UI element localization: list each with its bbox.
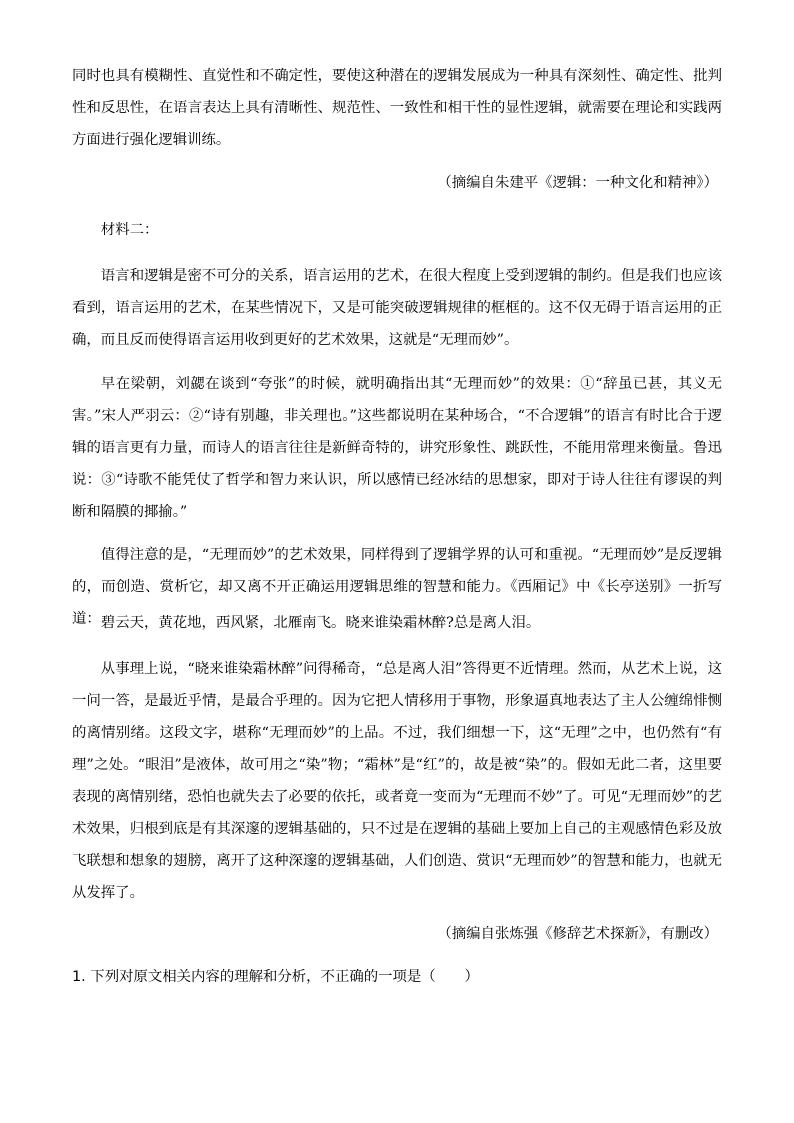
material1-source: （摘编自朱建平《逻辑：一种文化和精神》） (437, 175, 718, 191)
material2-paragraph-4: 从事理上说，“晓来谁染霜林醉”问得稀奇，“总是离人泪”答得更不近情理。然而，从艺术上说，这一问一答，是最近乎情，是最合乎理的。因为它把人情移用于事物，形象逼真地表达了主人公缠绵悱恻的离情别绪。这段文字，堪称“无理而妙”的上品。不过，我们细想一下，这“无理”之中，也仍然有“有理”之处。“眼泪”是液体，故可用之“染”物；“霜林”是“红”的，故是被“染”的。假如无此二者，这里要表现的离情别绪，恐怕也就失去了必要的依托，或者竟一变而为“无理而不妙”了。可见“无理而妙”的艺术效果，归根到底是有其深邃的逻辑基础的，只不过是在逻辑的基础上要加上自己的主观感情色彩及放飞联想和想象的翅膀，离开了这种深邃的逻辑基础，人们创造、赏识“无理而妙”的智慧和能力，也就无从发挥了。 (72, 661, 722, 901)
material2-paragraph-2: 早在梁朝，刘勰在谈到“夸张”的时候，就明确指出其“无理而妙”的效果：①“辞虽已甚，其义无害。”宋人严羽云：②“诗有别趣，非关理也。”这些都说明在某种场合，“不合逻辑”的语言有时比合于逻辑的语言更有力量，而诗人的语言往往是新鲜奇特的，讲究形象性、跳跃性，不能用常理来衡量。鲁迅说：③“诗歌不能凭仗了哲学和智力来认识，所以感情已经冰结的思想家，即对于诗人往往有谬误的判断和隔膜的揶揄。” (72, 376, 722, 520)
question-1: 1. 下列对原文相关内容的理解和分析，不正确的一项是（ ） (72, 969, 479, 985)
material2-source: （摘编自张炼强《修辞艺术探新》，有删改） (437, 926, 718, 942)
material2-paragraph-3: 值得注意的是，“无理而妙”的艺术效果，同样得到了逻辑学界的认可和重视。“无理而妙”是反逻辑的，而创造、赏析它，却又离不开正确运用逻辑思维的智慧和能力。《西厢记》中《长亭送别》一折写道： (72, 547, 722, 627)
material2-paragraph-1: 语言和逻辑是密不可分的关系，语言运用的艺术，在很大程度上受到逻辑的制约。但是我们也应该看到，语言运用的艺术，在某些情况下，又是可能突破逻辑规律的框框的。这不仅无碍于语言运用的正确，而且反而使得语言运用收到更好的艺术效果，这就是“无理而妙”。 (72, 268, 722, 348)
material2-heading: 材料二： (100, 222, 159, 238)
poem-quote: 碧云天，黄花地，西风紧，北雁南飞。晓来谁染霜林醉?总是离人泪。 (100, 615, 541, 631)
material1-tail-paragraph: 同时也具有模糊性、直觉性和不确定性，要使这种潜在的逻辑发展成为一种具有深刻性、确定性、批判性和反思性，在语言表达上具有清晰性、规范性、一致性和相干性的显性逻辑，就需要在理论和实践两方面进行强化逻辑训练。 (72, 68, 722, 148)
